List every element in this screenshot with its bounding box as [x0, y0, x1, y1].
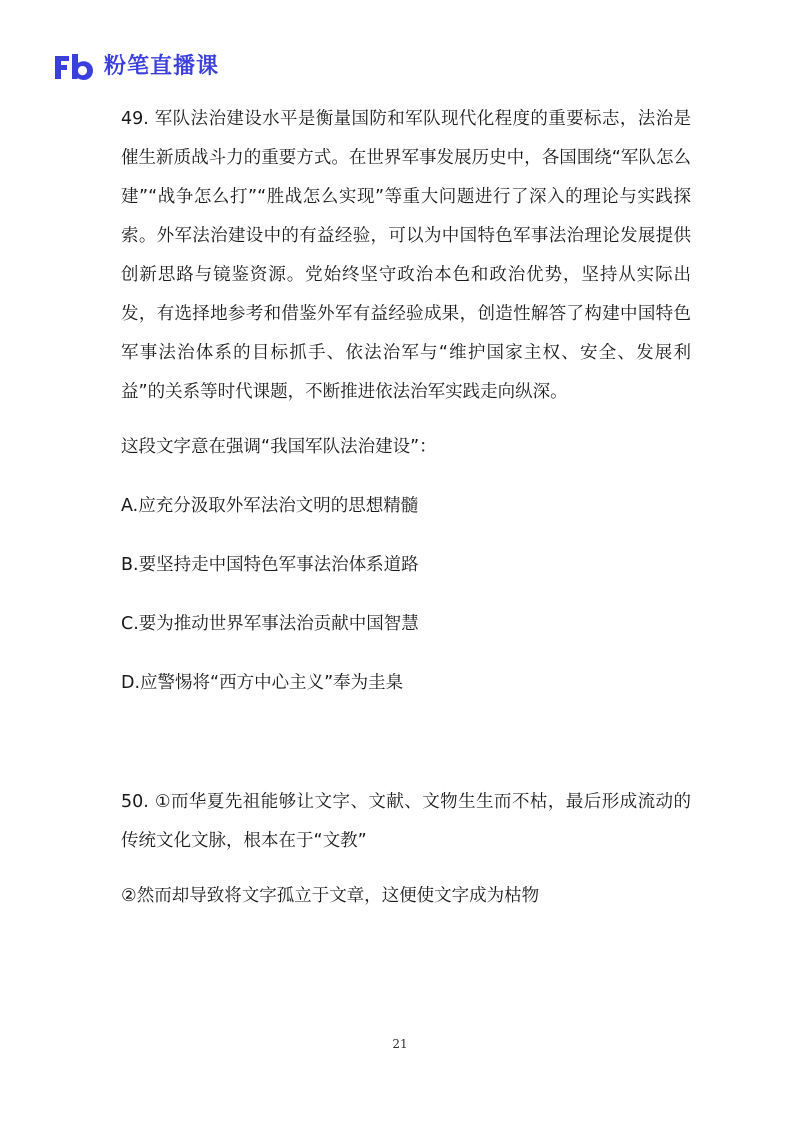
fb-logo-icon [52, 52, 98, 82]
q49-option-b: B.要坚持走中国特色军事法治体系道路 [121, 555, 419, 575]
q50-sentence-2: ②然而却导致将文字孤立于文章，这便使文字成为枯物 [121, 886, 540, 906]
question-content [121, 100, 691, 916]
q49-passage: 49. 军队法治建设水平是衡量国防和军队现代化程度的重要标志，法治是催生新质战斗力的重要方式。在世界军事发展历史中，各国围绕“军队怎么建”“战争怎么打”“胜战怎么实现”等重大问题进行了深入的理论与实践探索。外军法治建设中的有益经验，可以为中国特色军事法治理论发展提供创新思路与镜鉴资源。党始终坚守政治本色和政治优势，坚持从实际出发，有选择地参考和借鉴外军有益经验成果，创造性解答了构建中国特色军事法治体系的目标抓手、依法治军与“维护国家主权、安全、发展利益”的关系等时代课题，不断推进依法治军实践走向纵深。 [121, 109, 691, 402]
page-number: 21 [392, 1037, 408, 1051]
q49-option-d: D.应警惕将“西方中心主义”奉为圭臬 [121, 673, 404, 693]
q49-stem: 这段文字意在强调“我国军队法治建设”： [121, 437, 437, 457]
q50-sentence-1: 50. ①而华夏先祖能够让文字、文献、文物生生而不枯，最后形成流动的传统文化文脉，根本在于“文教” [121, 792, 691, 851]
brand-header [52, 50, 219, 84]
q49-option-c: C.要为推动世界军事法治贡献中国智慧 [121, 614, 419, 634]
brand-name: 粉笔直播课 [104, 54, 220, 79]
q49-option-a: A.应充分汲取外军法治文明的思想精髓 [121, 496, 419, 516]
